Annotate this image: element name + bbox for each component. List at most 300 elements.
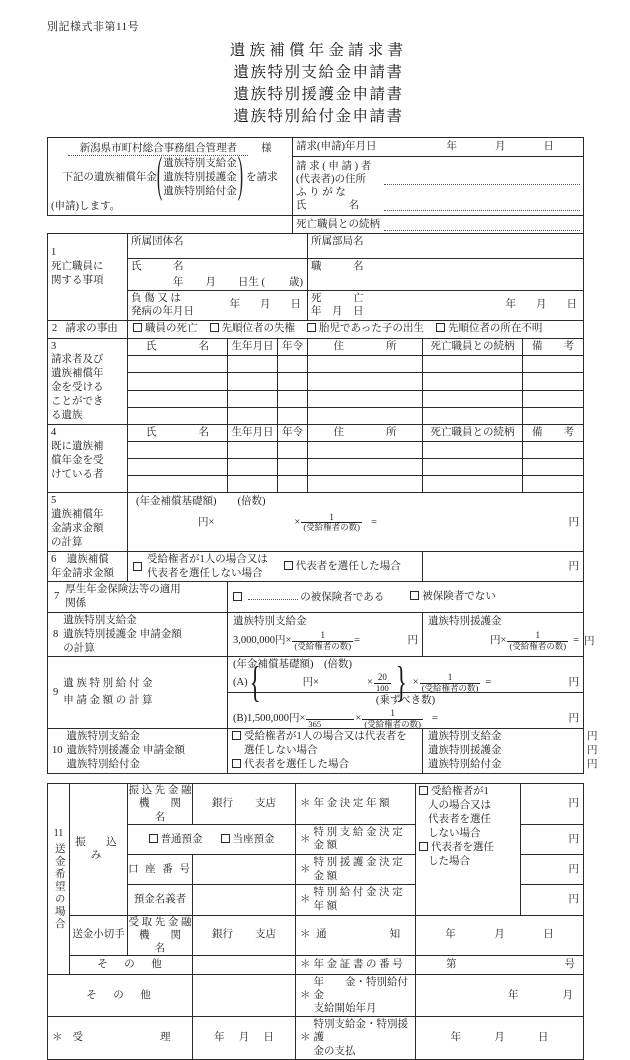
special-benefit-row: [296, 885, 416, 915]
claimant-label-line2: (代表者)の住所: [296, 173, 366, 185]
body-table: 1 死亡職員に 関する事項 所属団体名 所属部局名 氏 名 年 月 日生 ( 歳) 職 名 負 傷 又 は 発病の年月日 年 月 日 死 亡 年 月 日 年 月 日 2 請求の事由 職員の死亡 先順位者の失権 胎児であった子の出生 先順位者の所在不明 3 請求者及び 遺族補償年 金を受ける ことができ る遺族 氏 名 生年月日 年令 住 所 死亡職員との続柄 備 考 4 既に遺族補 償年金を受 けている者 氏 名 生年月日 年令 住 所 死亡職員との続柄 備 考 5 遺族補償年 金請求金額 の計算 (年金補償基礎額) (倍数) 円× × $\frac{1}{\text{(受給権者の数)}}$ = 円 6 遺族補償 年金請求金額 受給権者が1人の場合又は 代表者を選任しない場合 代表者を選任した場合 円 7 厚生年金保険法等の適用 関係 の被保険者である 被保険者でない 8 遺族特別支給金 遺族特別援護金 の計算 申請金額 遺族特別支給金 3,000,000円× $\frac{1}{\text{(受給権者の数)}}$ = 円 遺族特別援護金 円× $\frac{1}{\text{(受給権者の数)}}$ = 円 9 遺 族 特 別 給 付 金 申 請 金 額 の 計 算 (年金補償基礎額) (倍数) (A) { 円× × $\frac{20}{100}$ } × $\frac{1}{\text{(受給権者の数)}}$ = 円 (乗ずべき数) (B) 1,500,000円× 365 × $\frac{1}{\text{(受給権者の数)}}$ = 円 10 遺族特別支給金 遺族特別援護金 遺族特別給付金 申請金額 受給権者が1人の場合又は代表者を 選任しない場合 代表者を選任した場合 遺族特別支給金 遺族特別援護金 遺族特別給付金 円 円 円: [47, 233, 584, 774]
checkbox-icon[interactable]: [419, 786, 428, 795]
section10-option-1-line2: 選任しない場合: [244, 745, 318, 757]
deceased-name-label: 氏 名: [131, 261, 184, 272]
relation-input[interactable]: [384, 219, 580, 231]
section8-right-yen: 円: [584, 635, 595, 647]
section10-right-line3: 遺族特別給付金: [428, 759, 502, 771]
far-option-1-line2: 人の場合又は: [428, 800, 491, 812]
title-line-2: 遺族特別支給金申請書: [233, 64, 404, 81]
account-type-option-2[interactable]: [221, 833, 275, 847]
other-label-text-2: そ の 他: [86, 989, 154, 1001]
section5-yen-mult: 円×: [198, 516, 215, 528]
cell-name[interactable]: [128, 355, 228, 372]
cell-relation[interactable]: [423, 442, 523, 459]
special-payment-value[interactable]: [521, 824, 584, 854]
cell-age[interactable]: [278, 407, 308, 424]
section6-label: [48, 552, 128, 582]
injury-month: 月: [260, 299, 271, 311]
receipt-right-month: 月: [494, 1032, 505, 1044]
reason-option-3[interactable]: [307, 322, 424, 336]
table-row[interactable]: [48, 373, 584, 390]
section7-option-1[interactable]: [233, 589, 384, 605]
section11-table: [47, 783, 584, 1059]
section10-right-labels: [423, 729, 584, 774]
section8-left-frac-den: (受給権者の数): [294, 640, 352, 651]
receipt-label: [48, 1017, 193, 1059]
fund-name-3: 遺族特別給付金: [163, 185, 237, 197]
other-input[interactable]: [193, 955, 296, 974]
section9-rowB-times: ×: [355, 712, 362, 724]
section3-col-birth: 生年月日: [228, 338, 278, 355]
far-option-1[interactable]: [419, 785, 517, 799]
check-label-text: 送金小切手: [72, 929, 125, 941]
section6-option-1[interactable]: [147, 553, 268, 580]
notice-date[interactable]: [416, 915, 584, 955]
recv-bank-label-line2: 機 関 名: [139, 929, 202, 954]
section3-label-line1: 請求者及び: [51, 354, 104, 366]
receipt-right-line1: 特別支給金・特別援護: [313, 1019, 408, 1044]
section5-frac-den: (受給権者の数): [303, 522, 361, 533]
deceased-birth-day-suffix: 日生 (: [237, 276, 266, 288]
section4-col-address: 住 所: [308, 425, 423, 442]
section9-rowA-times: ×: [367, 676, 373, 688]
title-line-4: 遺族特別給付金申請書: [233, 108, 404, 125]
claim-verb-text: を請求: [246, 172, 278, 184]
checkbox-icon[interactable]: [221, 834, 230, 843]
notice-row-left: [300, 928, 400, 942]
table-row[interactable]: [48, 476, 584, 493]
special-support-value[interactable]: [521, 855, 584, 885]
table-row[interactable]: [48, 459, 584, 476]
section9-rowA-fraction-recipients: [420, 673, 481, 692]
header-table: [47, 137, 584, 234]
section5-label-line2: 金請求金額: [51, 523, 104, 535]
claimant-name-input[interactable]: [384, 196, 580, 211]
notice-label: 通 知: [316, 929, 401, 941]
addressee-honorific: 様: [261, 142, 272, 154]
receipt-right-label: [296, 1017, 416, 1059]
transfer-label: [70, 784, 138, 915]
cell-name[interactable]: [128, 476, 228, 493]
claimant-label-line1: 請 求 ( 申 請 ) 者: [296, 160, 372, 172]
pension-amount-value[interactable]: [521, 784, 584, 824]
checkbox-icon[interactable]: [232, 759, 241, 768]
cell-age[interactable]: [278, 390, 308, 407]
section2-number: 2: [52, 323, 58, 335]
brace-icon: {: [249, 657, 261, 706]
section5-headers: (年金補償基礎額) (倍数): [136, 496, 266, 508]
notice-month: 月: [494, 929, 505, 941]
payout-start-line2: 支給開始年月: [313, 1003, 377, 1015]
claimant-info-cell: [293, 157, 584, 216]
injury-year: 年: [229, 299, 241, 311]
position-cell[interactable]: [308, 259, 584, 291]
fund-name-2: 遺族特別援護金: [163, 172, 237, 183]
account-type-2-label: 当座預金: [232, 833, 275, 845]
cell-name[interactable]: [128, 390, 228, 407]
cell-age[interactable]: [278, 442, 308, 459]
section9-rowA-frac2-num: 1: [447, 672, 453, 683]
checkbox-icon[interactable]: [232, 731, 241, 740]
table-row[interactable]: [48, 390, 584, 407]
death-date-cell[interactable]: [308, 291, 584, 320]
checkbox-icon[interactable]: [133, 323, 142, 332]
section7-number: 7: [54, 591, 60, 603]
section9-rowA-frac1-num: 20: [377, 672, 387, 683]
addressee-name: 新潟県市町村総合事務組合管理者: [68, 142, 248, 157]
recv-bank-input[interactable]: [193, 915, 296, 955]
section4-col-note: 備 考: [523, 425, 584, 442]
section9-rowB-fraction-365: [306, 709, 354, 728]
section4-label: [48, 425, 128, 493]
asterisk-icon: ＊: [300, 894, 311, 906]
cell-birth[interactable]: [228, 355, 278, 372]
account-type-1-label: 普通預金: [160, 833, 203, 845]
section10-options: [228, 729, 423, 774]
asterisk-icon: ＊: [300, 929, 311, 941]
account-holder-label: [128, 885, 193, 915]
section8-left-yen: 円: [407, 635, 419, 647]
notice-year: 年: [445, 929, 456, 941]
payout-start-date[interactable]: [416, 974, 584, 1016]
cell-birth[interactable]: [228, 373, 278, 390]
claimant-address-input[interactable]: [384, 170, 580, 185]
cell-relation[interactable]: [423, 476, 523, 493]
section10-right-line1: 遺族特別支給金: [428, 731, 502, 743]
checkbox-icon[interactable]: [436, 323, 445, 332]
far-right-options: [416, 784, 521, 915]
pension-amount-label: 年 金 決 定 年 額: [313, 798, 390, 810]
checkbox-icon[interactable]: [284, 561, 293, 570]
dept-name-cell[interactable]: [308, 234, 584, 259]
receipt-right-line2: 金の支払: [313, 1045, 356, 1057]
check-label: [70, 915, 128, 955]
cell-name[interactable]: [128, 407, 228, 424]
section2-label: [48, 320, 128, 338]
section9-label-line2: 申 請 金 額 の 計 算: [63, 694, 153, 706]
section8-left-equals: =: [354, 635, 361, 647]
section9-rowA-yen: 円×: [302, 676, 320, 688]
cell-address[interactable]: [308, 390, 423, 407]
other-label-text: そ の 他: [97, 959, 165, 971]
recv-bank-label: [128, 915, 202, 955]
org-name-cell[interactable]: [128, 234, 308, 259]
transfer-label-text: 振 込 み: [75, 836, 138, 862]
section11-vertical-label: [48, 784, 70, 975]
section8-right-frac-den: (受給権者の数): [509, 640, 567, 651]
injury-label-line1: 負 傷 又 は: [131, 293, 181, 305]
cell-relation[interactable]: [423, 390, 523, 407]
other-input-2[interactable]: [193, 974, 296, 1016]
account-type-option-1[interactable]: [149, 833, 203, 847]
section10-option-2[interactable]: [232, 758, 419, 772]
cell-name[interactable]: [128, 459, 228, 476]
cell-relation[interactable]: [423, 459, 523, 476]
reason-option-1[interactable]: [133, 322, 198, 336]
special-support-label: 特 別 援 護 金 決 定 金 額: [313, 857, 403, 882]
section8-label-line3: の計算: [63, 642, 95, 654]
relation-cell: [293, 216, 584, 234]
cell-note[interactable]: [523, 355, 584, 372]
cell-age[interactable]: [278, 355, 308, 372]
document-titles: [47, 40, 590, 128]
checkbox-icon[interactable]: [149, 834, 158, 843]
section8-number: 8: [53, 628, 59, 640]
section2-options: [128, 320, 584, 338]
section3-col-relation: 死亡職員との続柄: [423, 338, 523, 355]
section3-col-address: 住 所: [308, 338, 423, 355]
asterisk-icon: ＊: [300, 798, 311, 810]
section9-rowA-times2: ×: [412, 676, 419, 688]
checkbox-icon[interactable]: [307, 323, 316, 332]
section8-left-fraction: [292, 631, 353, 650]
special-support-row: [296, 855, 416, 885]
section6-option-2[interactable]: [284, 560, 401, 574]
recv-bank-label-line1: 受 取 先 金 融: [128, 916, 192, 928]
receipt-right-date[interactable]: [416, 1017, 584, 1059]
account-holder-label-text: 預金名義者: [133, 894, 187, 906]
cell-name[interactable]: [128, 442, 228, 459]
cell-note[interactable]: [523, 373, 584, 390]
cell-birth[interactable]: [228, 459, 278, 476]
section9-rowB-frac1-num: [306, 709, 354, 718]
section3-col-name: 氏 名: [128, 338, 228, 355]
section7-label-line2: 関係: [65, 597, 87, 609]
death-day: 日: [566, 299, 578, 311]
section1-label: [48, 234, 128, 321]
section9-rowA-prefix: (A): [233, 676, 248, 688]
section5-fraction: [301, 513, 362, 532]
section9-rowB-yen: 円: [568, 712, 580, 724]
table-row[interactable]: [48, 442, 584, 459]
deceased-birth-year: 年: [172, 276, 184, 288]
special-payment-label: 特 別 支 給 金 決 定 金 額: [313, 826, 403, 852]
receipt-label-text: 受 理: [72, 1032, 178, 1044]
cell-note[interactable]: [523, 407, 584, 424]
cell-address[interactable]: [308, 355, 423, 372]
deceased-name-cell[interactable]: [128, 259, 308, 291]
account-type-options: [128, 824, 296, 854]
far-option-1-line1: 受給権者が1: [431, 786, 489, 798]
title-line-1: 遺族補償年金請求書: [229, 42, 408, 59]
section8-right-frac-num: 1: [535, 630, 541, 641]
section8-left-frac-num: 1: [320, 630, 325, 641]
cell-address[interactable]: [308, 373, 423, 390]
section5-label: [48, 493, 128, 552]
asterisk-icon: ＊: [52, 1032, 63, 1044]
brace-close-icon: }: [395, 657, 407, 706]
section4-label-line1: 既に遺族補: [51, 441, 104, 453]
section3-label: [48, 338, 128, 425]
checkbox-icon[interactable]: [133, 562, 142, 571]
section3-number: 3: [51, 340, 57, 352]
far-option-1-line3: 代表者を選任: [428, 814, 491, 826]
checkbox-icon[interactable]: [210, 323, 219, 332]
section5-frac-num: 1: [329, 511, 334, 522]
cell-birth[interactable]: [228, 442, 278, 459]
cell-birth[interactable]: [228, 407, 278, 424]
section1-number: 1: [51, 247, 57, 258]
table-row[interactable]: [48, 407, 584, 424]
dept-name-label: 所属部局名: [311, 236, 364, 247]
cell-relation[interactable]: [423, 407, 523, 424]
asterisk-icon: ＊: [300, 1032, 311, 1044]
bank-name-label-line1: 振 込 先 金 融: [128, 785, 192, 797]
cell-age[interactable]: [278, 373, 308, 390]
section4-col-age: 年令: [278, 425, 308, 442]
claim-date-month: 月: [495, 141, 506, 153]
left-paren: (: [156, 150, 163, 203]
cell-address[interactable]: [308, 476, 423, 493]
section5-yen: 円: [568, 516, 580, 528]
far-option-2-line2: した場合: [428, 855, 470, 867]
cell-note[interactable]: [523, 476, 584, 493]
bank-name-input[interactable]: [193, 784, 296, 824]
claim-date-cell: [293, 138, 584, 157]
section10-label: [48, 729, 228, 774]
section9-rowB-frac2-den: (受給権者の数): [364, 718, 422, 729]
injury-label-line2: 発病の年月日: [131, 306, 194, 318]
receipt-month: 月: [238, 1032, 250, 1044]
section8-right-title: 遺族特別援護金: [428, 615, 502, 627]
section9-rowB-amount: 1,500,000円×: [247, 712, 306, 724]
section3-col-age: 年令: [278, 338, 308, 355]
checkbox-icon[interactable]: [419, 842, 428, 851]
injury-date-cell[interactable]: [128, 291, 308, 320]
bank-text: 銀行: [212, 798, 233, 810]
claimant-name-label: 氏 名: [296, 200, 359, 212]
section10-option-1[interactable]: [232, 730, 419, 744]
reason-option-2-label: 先順位者の失権: [221, 323, 295, 335]
section9-label: [48, 657, 228, 729]
section10-right-line2: 遺族特別援護金: [428, 745, 502, 757]
reason-option-1-label: 職員の死亡: [145, 323, 198, 335]
claim-date-label: 請求(申請)年月日: [296, 141, 377, 153]
special-support-yen: 円: [568, 863, 579, 875]
section9-rowA-fraction-20-100: [374, 673, 391, 692]
insurer-name-input[interactable]: [248, 589, 298, 600]
section7-label-line1: 厚生年金保険法等の適用: [65, 584, 181, 596]
section7-option-2[interactable]: [410, 590, 496, 604]
receipt-day: 日: [263, 1032, 274, 1044]
section5-label-line3: の計算: [51, 537, 83, 549]
account-number-label: [128, 855, 193, 885]
section10-number: 10: [52, 745, 63, 757]
cell-birth[interactable]: [228, 390, 278, 407]
cell-relation[interactable]: [423, 355, 523, 372]
death-label-line2: 年 月 日: [311, 306, 364, 318]
recv-bank-text: 銀行: [212, 929, 233, 941]
checkbox-icon[interactable]: [410, 591, 419, 600]
cell-note[interactable]: [523, 390, 584, 407]
section11-vertical-text: 送金希望の場合: [53, 843, 65, 931]
section9-rowA-equals: =: [485, 676, 492, 688]
account-number-input[interactable]: [193, 855, 296, 885]
section3-col-note: 備 考: [523, 338, 584, 355]
section9-headersA: (年金補償基礎額) (倍数): [233, 659, 352, 671]
form-number: 別記様式非第11号: [47, 21, 140, 33]
section6-yen: 円: [568, 560, 580, 572]
claim-tail-text: (申請)します。: [51, 200, 121, 212]
section6-option-1-line2: 代表者を選任しない場合: [147, 567, 263, 579]
cert-number-label: 年 金 証 書 の 番 号: [313, 959, 403, 971]
section9-rowB-fraction-recipients: [362, 709, 423, 728]
payout-month: 月: [562, 989, 573, 1001]
section4-col-birth: 生年月日: [228, 425, 278, 442]
section5-times: ×: [294, 516, 301, 528]
death-year: 年: [505, 299, 517, 311]
deceased-birth-month: 月: [205, 276, 216, 288]
deceased-age-suffix: 歳): [289, 276, 304, 288]
cell-note[interactable]: [523, 459, 584, 476]
section8-right-calc[interactable]: [423, 612, 584, 657]
relation-label: 死亡職員との続柄: [296, 218, 380, 230]
section4-label-line2: 償年金を受: [51, 455, 104, 467]
section10-label-line3: 遺族特別給付金: [66, 759, 140, 771]
account-holder-input[interactable]: [193, 885, 296, 915]
section9-rowA-frac1-den: 100: [375, 682, 389, 693]
asterisk-icon: ＊: [300, 863, 311, 875]
receipt-right-year: 年: [450, 1032, 462, 1044]
section9-rowB-prefix: (B): [233, 712, 247, 724]
payout-start-line1: 年 金・特別給付金: [313, 976, 408, 1002]
fund-name-1: 遺族特別支給金: [163, 158, 237, 170]
checkbox-icon[interactable]: [233, 592, 242, 601]
section11-number: 11: [53, 828, 64, 840]
section1-label-line1: 死亡職員に: [51, 261, 104, 273]
far-option-2[interactable]: [419, 841, 517, 855]
section5-label-line1: 遺族補償年: [51, 509, 104, 521]
receipt-date[interactable]: [193, 1017, 296, 1059]
section8-right-equals: =: [573, 635, 580, 647]
section10-amount-label: 申請金額: [143, 745, 185, 757]
cell-age[interactable]: [278, 476, 308, 493]
section8-right-amount: 円×: [490, 635, 507, 647]
section6-option-2-label: 代表者を選任した場合: [295, 560, 401, 572]
section3-label-line5: る遺族: [51, 410, 83, 422]
cell-address[interactable]: [308, 459, 423, 476]
cell-age[interactable]: [278, 459, 308, 476]
cell-relation[interactable]: [423, 373, 523, 390]
section8-amount-label: 申請金額: [139, 628, 182, 640]
payout-year: 年: [508, 989, 519, 1001]
table-row[interactable]: [48, 355, 584, 372]
section8-left-calc[interactable]: [228, 612, 423, 657]
cert-number-value[interactable]: [416, 955, 584, 974]
section9-number: 9: [53, 686, 59, 698]
section5-calc[interactable]: [128, 493, 584, 552]
section6-option-1-line1: 受給権者が1人の場合又は: [147, 554, 268, 566]
cell-birth[interactable]: [228, 476, 278, 493]
section3-label-line2: 遺族補償年: [51, 368, 104, 380]
reason-option-2[interactable]: [210, 322, 296, 336]
special-benefit-value[interactable]: [521, 885, 584, 915]
section7-label: [48, 582, 228, 612]
cell-note[interactable]: [523, 442, 584, 459]
right-paren: ): [237, 150, 244, 203]
addressee-cell: [48, 138, 293, 216]
section6-amount[interactable]: [423, 552, 584, 582]
reason-option-4[interactable]: [436, 322, 543, 336]
cell-name[interactable]: [128, 373, 228, 390]
cell-address[interactable]: [308, 407, 423, 424]
cell-address[interactable]: [308, 442, 423, 459]
title-line-3: 遺族特別援護金申請書: [233, 86, 404, 103]
section10-label-line1: 遺族特別支給金: [66, 731, 140, 743]
section9-headersB: (乗ずべき数): [375, 695, 436, 707]
asterisk-icon: ＊: [300, 833, 311, 845]
